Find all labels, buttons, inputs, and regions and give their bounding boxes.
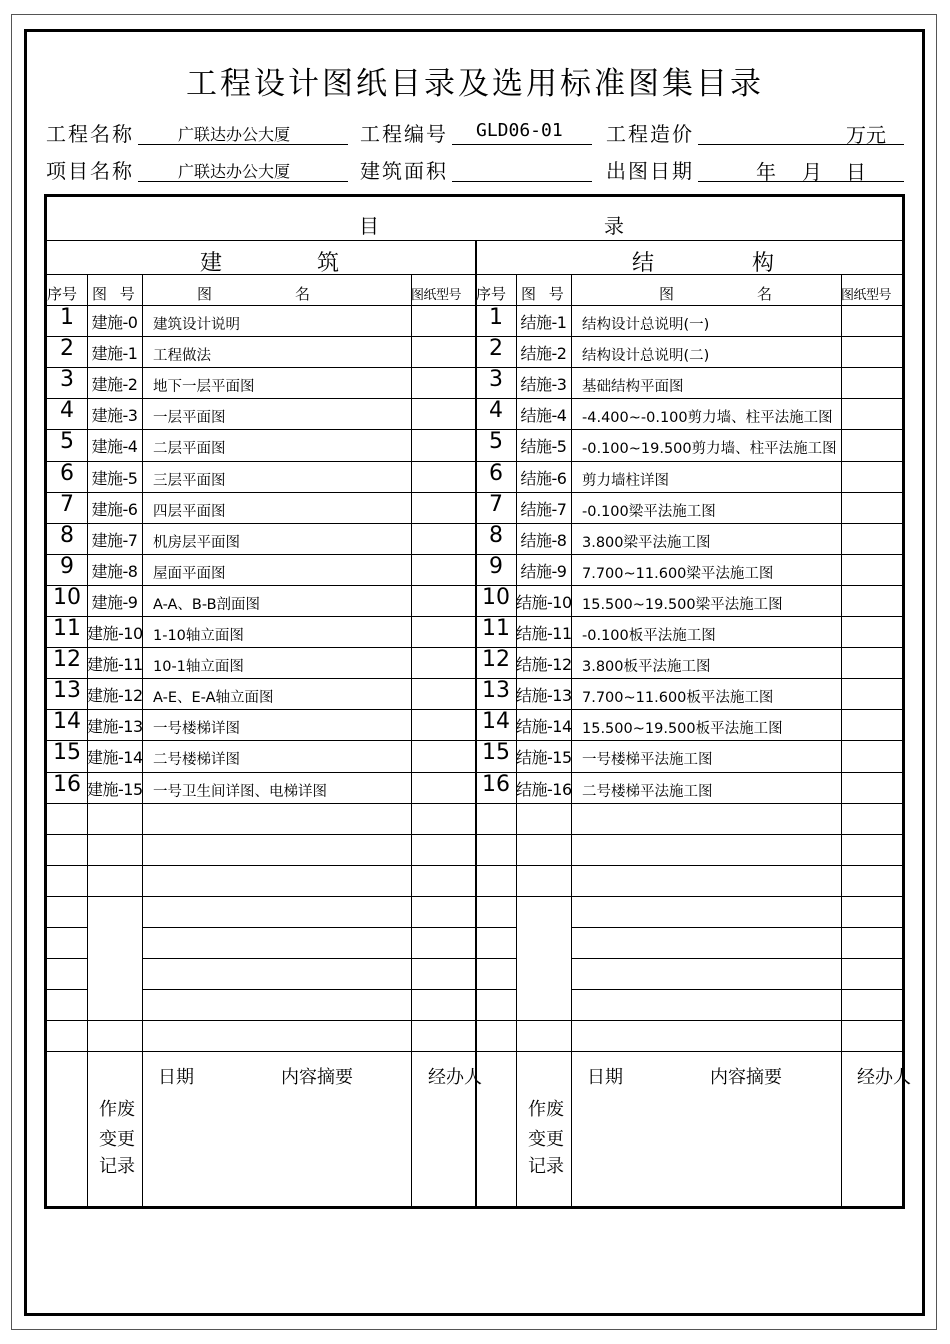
project-name-label: 工程名称 — [46, 122, 134, 146]
row-drawing-no: 建施-5 — [91, 469, 138, 488]
row-drawing-no: 结施-5 — [520, 437, 567, 456]
row-drawing-no: 结施-13 — [516, 686, 572, 705]
row-drawing-name: 二号楼梯平法施工图 — [582, 784, 713, 800]
row-drawing-no: 结施-1 — [520, 313, 567, 332]
row-number: 10 — [482, 585, 510, 610]
date-label: 出图日期 — [606, 159, 694, 183]
col-header-drawing-no: 图 号 — [92, 285, 139, 303]
section-architecture-b: 筑 — [317, 251, 340, 276]
row-drawing-name: 机房层平面图 — [153, 535, 240, 551]
grid-line-row — [572, 927, 902, 928]
row-number: 2 — [60, 336, 74, 361]
row-number: 3 — [60, 367, 74, 392]
item-name-value: 广联达办公大厦 — [178, 162, 291, 181]
row-number: 6 — [60, 461, 74, 486]
row-number: 9 — [489, 554, 503, 579]
row-number: 13 — [53, 678, 81, 703]
project-name-value: 广联达办公大厦 — [178, 125, 291, 144]
row-drawing-name: 屋面平面图 — [153, 566, 226, 582]
catalog-heading-left: 目 — [359, 214, 379, 238]
row-drawing-name: 7.700~11.600梁平法施工图 — [582, 566, 774, 582]
page-title: 工程设计图纸目录及选用标准图集目录 — [186, 66, 764, 102]
row-drawing-name: 一号楼梯详图 — [153, 721, 240, 737]
grid-line-row — [47, 989, 87, 990]
col-header-name-a-right: 图 — [659, 285, 675, 303]
grid-line-row — [476, 958, 516, 959]
footer-change-left: 变更 — [99, 1129, 135, 1150]
col-header-name-b: 名 — [295, 285, 311, 303]
row-drawing-no: 建施-3 — [91, 406, 138, 425]
grid-col-line — [142, 274, 143, 1206]
row-drawing-name: 二号楼梯详图 — [153, 752, 240, 768]
grid-line-row — [476, 989, 516, 990]
footer-void-left: 作废 — [99, 1099, 135, 1120]
col-header-no-right: 序号 — [476, 285, 507, 303]
footer-record-left: 记录 — [99, 1156, 135, 1177]
row-drawing-name: 地下一层平面图 — [153, 379, 255, 395]
row-drawing-no: 建施-2 — [91, 375, 138, 394]
row-number: 12 — [482, 647, 510, 672]
project-name-field — [138, 118, 348, 145]
row-drawing-no: 建施-10 — [87, 624, 143, 643]
footer-change-right: 变更 — [528, 1129, 564, 1150]
row-drawing-no: 建施-12 — [87, 686, 143, 705]
grid-col-line — [841, 274, 842, 1206]
project-no-value: GLD06-01 — [476, 120, 563, 141]
grid-line-row — [572, 989, 902, 990]
col-header-paper-right: 图纸型号 — [841, 288, 892, 303]
row-number: 15 — [482, 740, 510, 765]
row-number: 6 — [489, 461, 503, 486]
row-number: 3 — [489, 367, 503, 392]
row-number: 11 — [482, 616, 510, 641]
row-drawing-name: 一号卫生间详图、电梯详图 — [153, 784, 327, 800]
grid-line-row — [142, 958, 476, 959]
row-drawing-name: -0.100板平法施工图 — [582, 628, 716, 644]
row-drawing-no: 建施-11 — [87, 655, 143, 674]
footer-date-right: 日期 — [587, 1067, 623, 1088]
row-drawing-name: 7.700~11.600板平法施工图 — [582, 690, 774, 706]
row-drawing-no: 结施-8 — [520, 531, 567, 550]
grid-line-row — [142, 989, 476, 990]
row-number: 5 — [489, 429, 503, 454]
grid-col-line — [571, 274, 572, 1206]
row-drawing-name: 建筑设计说明 — [153, 317, 240, 333]
row-number: 1 — [60, 305, 74, 330]
row-number: 10 — [53, 585, 81, 610]
col-header-paper: 图纸型号 — [411, 288, 462, 303]
row-number: 8 — [489, 523, 503, 548]
date-day: 日 — [846, 160, 866, 182]
footer-record-right: 记录 — [528, 1156, 564, 1177]
row-drawing-name: 3.800板平法施工图 — [582, 659, 711, 675]
row-drawing-no: 结施-10 — [516, 593, 572, 612]
row-number: 7 — [60, 492, 74, 517]
row-number: 13 — [482, 678, 510, 703]
row-drawing-no: 建施-9 — [91, 593, 138, 612]
row-number: 7 — [489, 492, 503, 517]
footer-handler-left: 经办人 — [428, 1067, 482, 1088]
row-number: 4 — [489, 398, 503, 423]
row-drawing-name: 结构设计总说明(一) — [582, 317, 710, 333]
row-drawing-no: 结施-4 — [520, 406, 567, 425]
catalog-heading-right: 录 — [604, 214, 624, 238]
row-drawing-name: 基础结构平面图 — [582, 379, 684, 395]
col-header-name-a: 图 — [197, 285, 213, 303]
row-drawing-no: 结施-3 — [520, 375, 567, 394]
row-drawing-name: 一号楼梯平法施工图 — [582, 752, 713, 768]
grid-line-row — [47, 958, 87, 959]
area-field — [452, 155, 592, 182]
row-drawing-no: 结施-12 — [516, 655, 572, 674]
row-drawing-name: -4.400~-0.100剪力墙、柱平法施工图 — [582, 410, 833, 426]
row-drawing-name: 结构设计总说明(二) — [582, 348, 710, 364]
row-drawing-no: 建施-6 — [91, 500, 138, 519]
row-drawing-no: 结施-2 — [520, 344, 567, 363]
project-no-label: 工程编号 — [360, 122, 448, 146]
row-drawing-name: 工程做法 — [153, 348, 211, 364]
row-number: 14 — [482, 709, 510, 734]
grid-line-row — [47, 927, 87, 928]
row-drawing-no: 建施-0 — [91, 313, 138, 332]
grid-line-row — [142, 927, 476, 928]
row-drawing-name: -0.100梁平法施工图 — [582, 504, 716, 520]
col-header-no: 序号 — [47, 285, 78, 303]
row-drawing-no: 建施-8 — [91, 562, 138, 581]
row-number: 15 — [53, 740, 81, 765]
cost-label: 工程造价 — [606, 122, 694, 146]
row-drawing-no: 结施-6 — [520, 469, 567, 488]
row-drawing-no: 结施-7 — [520, 500, 567, 519]
item-name-label: 项目名称 — [46, 159, 134, 183]
row-drawing-name: A-E、E-A轴立面图 — [153, 690, 274, 706]
row-drawing-name: 三层平面图 — [153, 473, 226, 489]
row-number: 16 — [53, 772, 81, 797]
row-number: 12 — [53, 647, 81, 672]
section-structure-b: 构 — [752, 251, 775, 276]
date-month: 月 — [802, 160, 822, 182]
col-header-drawing-no-right: 图 号 — [521, 285, 568, 303]
cost-unit: 万元 — [846, 123, 886, 145]
row-drawing-name: 15.500~19.500板平法施工图 — [582, 721, 783, 737]
grid-line-row — [476, 927, 516, 928]
footer-summary-right: 内容摘要 — [710, 1067, 782, 1088]
row-number: 11 — [53, 616, 81, 641]
row-drawing-name: 10-1轴立面图 — [153, 659, 244, 675]
row-drawing-name: 剪力墙柱详图 — [582, 473, 669, 489]
grid-col-line — [411, 274, 412, 1206]
footer-void-right: 作废 — [528, 1099, 564, 1120]
row-drawing-name: 二层平面图 — [153, 441, 226, 457]
catalog-table — [44, 194, 911, 1209]
footer-summary-left: 内容摘要 — [281, 1067, 353, 1088]
grid-line-row — [572, 958, 902, 959]
row-drawing-no: 结施-16 — [516, 780, 572, 799]
row-drawing-no: 建施-14 — [87, 748, 143, 767]
row-drawing-no: 结施-15 — [516, 748, 572, 767]
row-drawing-name: 3.800梁平法施工图 — [582, 535, 711, 551]
row-drawing-no: 建施-7 — [91, 531, 138, 550]
date-field — [698, 155, 904, 182]
row-number: 16 — [482, 772, 510, 797]
project-no-field — [452, 118, 592, 145]
row-drawing-name: A-A、B-B剖面图 — [153, 597, 261, 613]
row-drawing-no: 建施-1 — [91, 344, 138, 363]
item-name-field — [138, 155, 348, 182]
row-number: 9 — [60, 554, 74, 579]
row-drawing-no: 建施-15 — [87, 780, 143, 799]
row-number: 1 — [489, 305, 503, 330]
footer-date-left: 日期 — [158, 1067, 194, 1088]
row-drawing-no: 建施-13 — [87, 717, 143, 736]
row-drawing-no: 建施-4 — [91, 437, 138, 456]
row-drawing-no: 结施-11 — [516, 624, 572, 643]
col-header-name-b-right: 名 — [757, 285, 773, 303]
row-drawing-no: 结施-14 — [516, 717, 572, 736]
row-drawing-name: 四层平面图 — [153, 504, 226, 520]
row-number: 14 — [53, 709, 81, 734]
section-structure-a: 结 — [632, 251, 655, 276]
row-drawing-name: 1-10轴立面图 — [153, 628, 244, 644]
row-number: 8 — [60, 523, 74, 548]
area-label: 建筑面积 — [360, 159, 448, 183]
section-architecture-a: 建 — [200, 251, 223, 276]
row-drawing-name: 15.500~19.500梁平法施工图 — [582, 597, 783, 613]
row-drawing-name: -0.100~19.500剪力墙、柱平法施工图 — [582, 441, 837, 457]
date-year: 年 — [756, 160, 776, 182]
cost-field — [698, 118, 904, 145]
row-number: 2 — [489, 336, 503, 361]
footer-handler-right: 经办人 — [857, 1067, 911, 1088]
row-number: 4 — [60, 398, 74, 423]
row-number: 5 — [60, 429, 74, 454]
row-drawing-name: 一层平面图 — [153, 410, 226, 426]
row-drawing-no: 结施-9 — [520, 562, 567, 581]
